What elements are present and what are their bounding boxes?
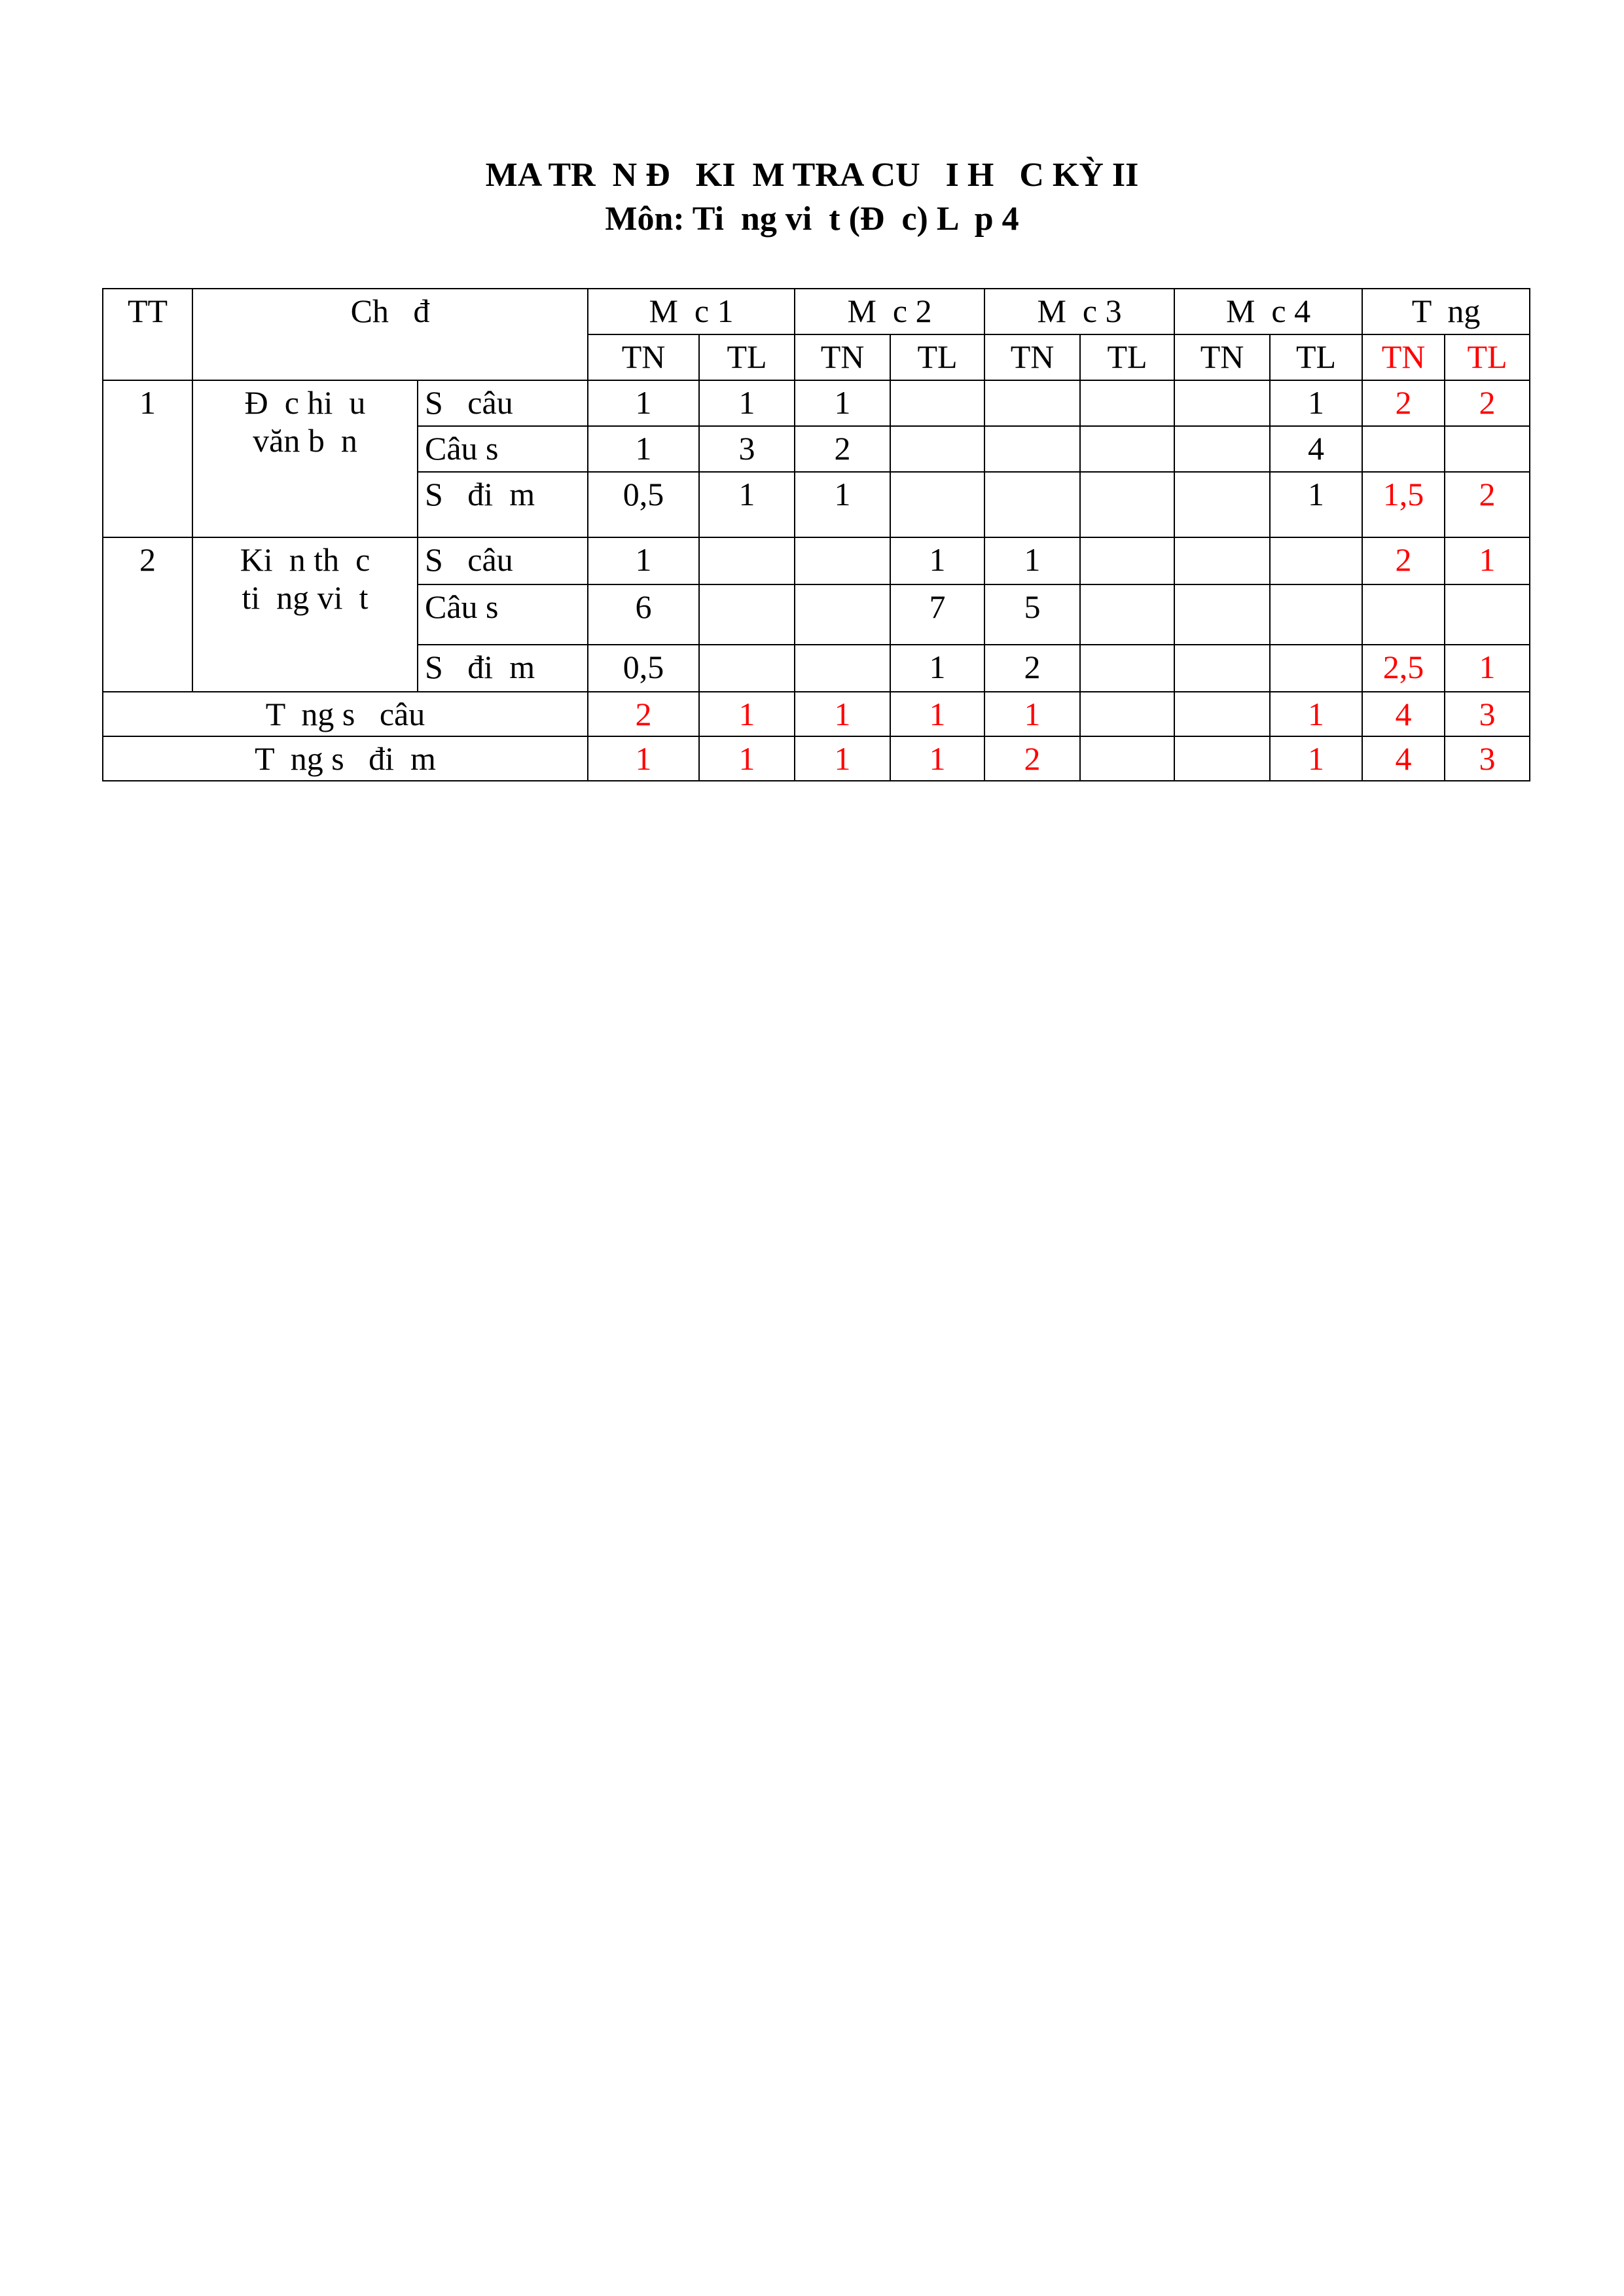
cell	[1174, 380, 1270, 426]
header-level-2: M c 2	[795, 289, 984, 334]
table-row	[103, 380, 1530, 426]
totals-row	[103, 692, 1530, 736]
total-cell: 2	[1362, 380, 1445, 426]
header-tn: TN	[1174, 334, 1270, 380]
total-cell	[1174, 736, 1270, 781]
cell	[1270, 584, 1362, 645]
total-cell: 1,5	[1362, 472, 1445, 537]
total-cell: 2	[1362, 537, 1445, 584]
assessment-matrix-table	[102, 288, 1530, 781]
header-total: T ng	[1362, 289, 1530, 334]
header-tl: TL	[1270, 334, 1362, 380]
cell: 3	[699, 426, 795, 472]
total-cell	[1362, 584, 1445, 645]
cell: 1	[699, 472, 795, 537]
total-cell: 2,5	[1362, 645, 1445, 692]
row-label: Câu s	[418, 584, 588, 645]
cell	[795, 584, 890, 645]
header-total-tn: TN	[1362, 334, 1445, 380]
total-cell: 1	[1445, 645, 1530, 692]
total-cell: 2	[984, 736, 1080, 781]
cell	[699, 584, 795, 645]
total-cell	[1080, 736, 1174, 781]
cell	[890, 380, 984, 426]
cell: 1	[795, 472, 890, 537]
cell: 1	[890, 645, 984, 692]
header-tl: TL	[1080, 334, 1174, 380]
cell: 0,5	[588, 645, 699, 692]
row-label: S câu	[418, 537, 588, 584]
row-label: S đi m	[418, 645, 588, 692]
cell	[1080, 584, 1174, 645]
cell: 1	[890, 537, 984, 584]
total-cell: 1	[984, 692, 1080, 736]
cell	[795, 645, 890, 692]
total-cell: 1	[1270, 692, 1362, 736]
cell	[1174, 645, 1270, 692]
cell	[699, 537, 795, 584]
total-cell: 1	[890, 736, 984, 781]
total-cell: 4	[1362, 736, 1445, 781]
total-cell: 1	[890, 692, 984, 736]
row-label: S câu	[418, 380, 588, 426]
cell	[984, 380, 1080, 426]
header-tn: TN	[984, 334, 1080, 380]
total-cell: 1	[795, 692, 890, 736]
header-tt: TT	[103, 289, 192, 380]
cell	[1174, 426, 1270, 472]
cell: 1	[588, 537, 699, 584]
total-cell: 1	[699, 692, 795, 736]
cell	[1270, 537, 1362, 584]
cell: 1	[1270, 380, 1362, 426]
row-label: Câu s	[418, 426, 588, 472]
total-cell: 2	[1445, 472, 1530, 537]
total-cell: 3	[1445, 692, 1530, 736]
header-tn: TN	[795, 334, 890, 380]
header-level-1: M c 1	[588, 289, 795, 334]
header-tn: TN	[588, 334, 699, 380]
header-tl: TL	[699, 334, 795, 380]
cell: 1	[588, 426, 699, 472]
group-name-line: văn b n	[253, 422, 357, 459]
cell: 1	[795, 380, 890, 426]
header-tl: TL	[890, 334, 984, 380]
row-label: S đi m	[418, 472, 588, 537]
cell: 1	[984, 537, 1080, 584]
cell	[984, 426, 1080, 472]
document-subtitle: Môn: Ti ng vi t (Đ c) L p 4	[605, 200, 1019, 238]
table-row	[103, 537, 1530, 584]
total-cell: 2	[588, 692, 699, 736]
total-cell: 1	[795, 736, 890, 781]
cell: 2	[984, 645, 1080, 692]
group-index: 2	[103, 537, 192, 692]
header-level-4: M c 4	[1174, 289, 1362, 334]
cell: 0,5	[588, 472, 699, 537]
group-name	[192, 537, 418, 692]
cell	[1080, 426, 1174, 472]
header-chu-de: Ch đ	[192, 289, 588, 380]
header-total-tl: TL	[1445, 334, 1530, 380]
cell	[1174, 584, 1270, 645]
total-cell: 2	[1445, 380, 1530, 426]
cell	[699, 645, 795, 692]
total-cell	[1445, 584, 1530, 645]
total-cell: 1	[588, 736, 699, 781]
cell	[890, 426, 984, 472]
cell: 4	[1270, 426, 1362, 472]
group-name	[192, 380, 418, 537]
header-level-3: M c 3	[984, 289, 1174, 334]
total-cell	[1080, 692, 1174, 736]
group-index: 1	[103, 380, 192, 537]
cell: 5	[984, 584, 1080, 645]
cell	[1174, 472, 1270, 537]
cell: 7	[890, 584, 984, 645]
total-cell: 1	[699, 736, 795, 781]
cell	[1270, 645, 1362, 692]
total-cell: 1	[1445, 537, 1530, 584]
document-title: MA TR N Đ KI M TRA CU I H C KỲ II	[485, 156, 1139, 194]
cell: 6	[588, 584, 699, 645]
cell	[1174, 537, 1270, 584]
total-cell	[1174, 692, 1270, 736]
cell	[1080, 472, 1174, 537]
header-row-levels	[103, 289, 1530, 334]
cell: 1	[588, 380, 699, 426]
group-name-line: Đ c hi u	[244, 384, 366, 421]
group-name-line: ti ng vi t	[242, 579, 369, 616]
cell	[1080, 380, 1174, 426]
group-name-line: Ki n th c	[240, 541, 370, 578]
cell: 1	[699, 380, 795, 426]
cell	[795, 537, 890, 584]
total-cell	[1362, 426, 1445, 472]
total-cell: 3	[1445, 736, 1530, 781]
cell: 1	[1270, 472, 1362, 537]
cell	[1080, 537, 1174, 584]
totals-label: T ng s đi m	[103, 736, 588, 781]
total-cell	[1445, 426, 1530, 472]
cell: 2	[795, 426, 890, 472]
total-cell: 1	[1270, 736, 1362, 781]
total-cell: 4	[1362, 692, 1445, 736]
totals-label: T ng s câu	[103, 692, 588, 736]
cell	[984, 472, 1080, 537]
cell	[890, 472, 984, 537]
totals-row	[103, 736, 1530, 781]
cell	[1080, 645, 1174, 692]
